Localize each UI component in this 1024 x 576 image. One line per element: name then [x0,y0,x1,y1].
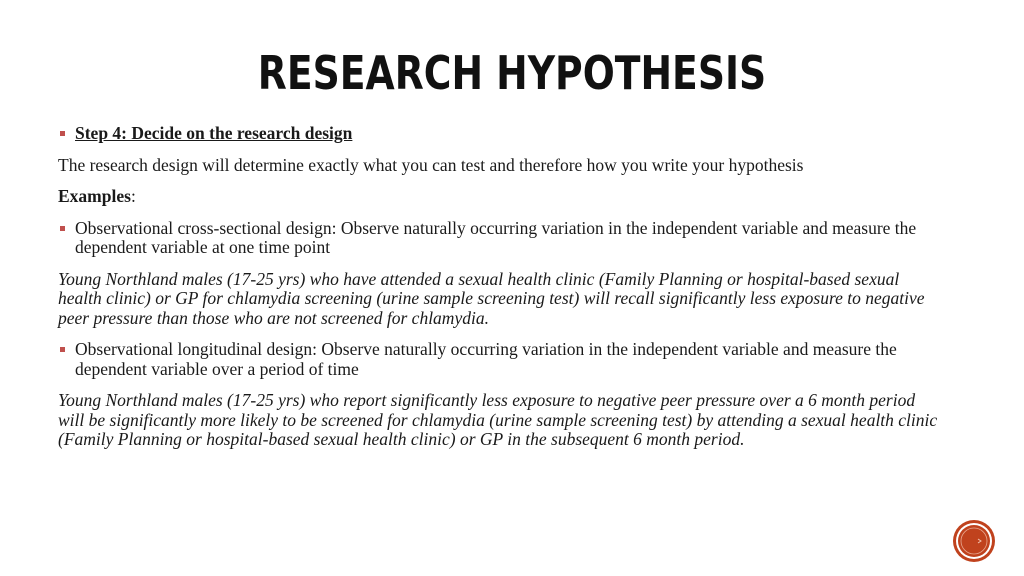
examples-label: Examples [58,186,131,206]
examples-colon: : [130,186,136,206]
slide-nav-icon [956,523,992,559]
intro-paragraph: The research design will determine exactly what you can test and therefore how you write your hypothesis [58,154,804,175]
design-bullet-cross-sectional [58,219,938,258]
example-hypothesis-cross-sectional: Young Northland males (17-25 yrs) who have attended a sexual health clinic (Family Planning or hospital-based sexual health clinic) or GP for chlamydia screening (urine sample screening test) will recall significantly less exposure to negative peer pressure than those who are not screened for chlamydia. [58,268,925,328]
bullet-marker [60,347,65,352]
examples-heading [58,187,938,207]
slide-nav-button[interactable] [956,523,992,559]
design-description: Observational cross-sectional design: Observe naturally occurring variation in the independent variable and measure the dependent variable at one time point [75,217,917,257]
design-description: Observational longitudinal design: Observe naturally occurring variation in the independent variable and measure the dependent variable over a period of time [75,339,897,379]
slide-title: RESEARCH HYPOTHESIS [257,46,767,100]
bullet-marker [60,226,65,231]
step-heading: Step 4: Decide on the research design [75,123,353,143]
slide-body [58,124,938,462]
step-bullet [58,124,938,144]
bullet-marker [60,131,65,136]
example-hypothesis-longitudinal: Young Northland males (17-25 yrs) who report significantly less exposure to negative peer pressure over a 6 month period will be significantly more likely to be screened for chlamydia (urine sample screening test) by attending a sexual health clinic (Family Planning or hospital-based sexual health clinic) or GP in the subsequent 6 month period. [58,390,938,449]
design-bullet-longitudinal [58,340,938,379]
